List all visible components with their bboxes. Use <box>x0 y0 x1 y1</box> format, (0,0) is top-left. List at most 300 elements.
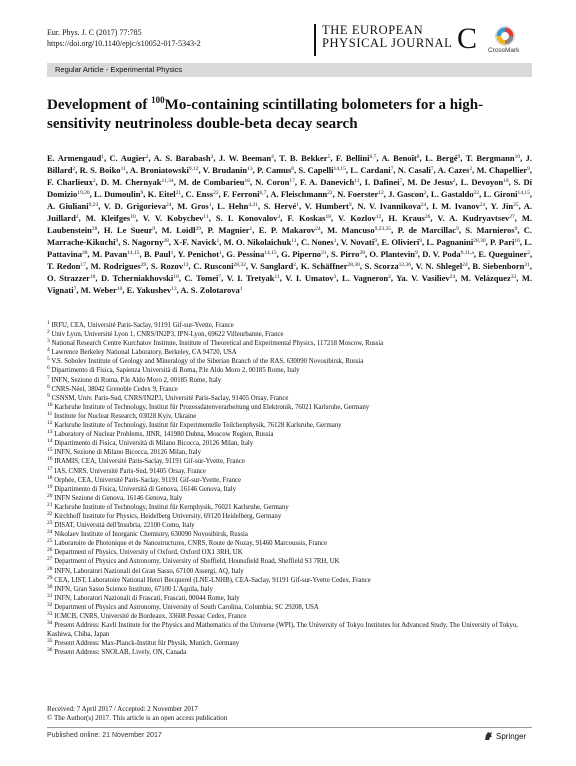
author-affiliation-ref: 14,15 <box>333 166 346 172</box>
author-name: L. Cardani <box>350 165 391 175</box>
affiliation-text: Lawrence Berkeley National Laboratory, Berkeley, CA 94720, USA <box>51 349 237 357</box>
author <box>300 177 360 187</box>
author-affiliation-ref: 9,23,35 <box>374 226 392 232</box>
author-affiliation-ref: 3 <box>210 154 214 160</box>
affiliation-item <box>47 648 532 657</box>
affiliation-number: 5 <box>47 356 50 363</box>
author-affiliation-ref: 26 <box>424 214 431 220</box>
author-name: V. I. Tretyak <box>226 273 275 283</box>
author-name: S. Rozov <box>150 261 184 271</box>
author <box>223 189 266 199</box>
author <box>350 165 393 175</box>
author <box>336 153 376 163</box>
author-affiliation-ref: 11 <box>291 238 297 244</box>
author <box>301 261 360 271</box>
author-name: A. Fleischmann <box>270 189 328 199</box>
author-affiliation-ref: 9 <box>152 226 156 232</box>
author <box>281 249 326 259</box>
author <box>47 201 98 211</box>
author <box>86 213 136 223</box>
author-name: S. Hervé <box>263 201 297 211</box>
affiliation-number: 27 <box>47 556 53 563</box>
author <box>407 177 455 187</box>
author <box>110 153 149 163</box>
author-name: A. S. Zolotarova <box>180 285 240 295</box>
affiliation-number: 20 <box>47 492 53 499</box>
affiliation-number: 10 <box>47 401 53 408</box>
author-affiliation-ref: 10 <box>130 214 136 220</box>
author-name: V. Sanglard <box>250 261 294 271</box>
author <box>338 213 381 223</box>
author-name: P. Camus <box>256 165 292 175</box>
affiliation-item <box>47 339 532 348</box>
author-name: V. A. Kudryavtsev <box>437 213 510 223</box>
journal-name-line1: THE EUROPEAN <box>322 23 424 37</box>
author <box>472 261 529 271</box>
author-affiliation-ref: 16 <box>244 178 250 184</box>
author-name: M. Kleifges <box>85 213 131 223</box>
author-name: S. I. Konovalov <box>215 213 278 223</box>
copyright: © The Author(s) 2017. This article is an open access publication <box>47 714 228 722</box>
author-affiliation-ref: 2 <box>452 178 456 184</box>
author-affiliation-ref: 22 <box>327 190 333 196</box>
author <box>184 273 221 283</box>
author-affiliation-ref: 8 <box>291 166 295 172</box>
author <box>327 225 391 235</box>
affiliation-number: 19 <box>47 483 53 490</box>
author-name: D. Tcherniakhovski <box>101 273 174 283</box>
affiliation-text: Karlsruhe Institute of Technology, Institut für Experimentelle Teilchenphysik, 76128 Karlsruhe, Germany <box>54 422 342 430</box>
author <box>438 165 473 175</box>
author-affiliation-ref: 2 <box>527 250 530 256</box>
title-part2: Mo-containing scintillating bolometers for a high-sensitivity neutrinoless double-beta decay search <box>47 97 484 132</box>
author <box>173 237 219 247</box>
author-name: C. Nones <box>301 237 334 247</box>
affiliation-item <box>47 512 532 521</box>
author-affiliation-ref: 21 <box>524 262 530 268</box>
affiliation-item <box>47 457 532 466</box>
author <box>369 249 417 259</box>
affiliation-text: Department of Physics, University of Oxford, Oxford OX1 3RH, UK <box>54 549 243 557</box>
author-affiliation-ref: 1 <box>101 154 104 160</box>
author-name: F. Koskas <box>287 213 326 223</box>
author <box>425 153 460 163</box>
author-affiliation-ref: 11,34 <box>161 178 174 184</box>
affiliation-number: 24 <box>47 529 53 536</box>
affiliation-text: IRAMIS, CEA, Université Paris-Saclay, 91191 Gif-sur-Yvette, France <box>54 458 245 466</box>
author-affiliation-ref: 14,15 <box>517 190 530 196</box>
author <box>381 153 419 163</box>
author-affiliation-ref: 31 <box>321 250 327 256</box>
author <box>342 273 391 283</box>
author <box>226 249 276 259</box>
affiliation-text: Present Address: Kavli Institute for the Physics and Mathematics of the Universe (WPI), The University of Tokyo Institutes for Advanced Study, The University of Tokyo, Kashiwa, Chiba, Japan <box>47 622 519 639</box>
author-name: O. Plantevin <box>369 249 415 259</box>
author <box>337 189 384 199</box>
affiliation-item <box>47 385 532 394</box>
author <box>426 237 485 247</box>
author-affiliation-ref: 9 <box>514 226 518 232</box>
author-affiliation-ref: 9,12 <box>188 166 199 172</box>
author-affiliation-ref: 12 <box>378 190 384 196</box>
affiliation-list <box>47 321 532 657</box>
author-affiliation-ref: 17 <box>80 262 86 268</box>
author <box>437 213 514 223</box>
author-name: L. Dumoulin <box>94 189 141 199</box>
author-name: V. Brudanin <box>202 165 248 175</box>
author-name: M. de Combarieu <box>178 177 245 187</box>
author-name: F. Ferroni <box>223 189 260 199</box>
affiliation-number: 3 <box>47 338 50 345</box>
affiliation-number: 11 <box>47 410 53 417</box>
springer-horse-icon <box>484 731 493 741</box>
author <box>186 189 219 199</box>
author <box>162 225 201 235</box>
author-affiliation-ref: 3 <box>277 214 281 220</box>
affiliation-text: Karlsruhe Institute of Technology, Institut für Kernphysik, 76021 Karlsruhe, Germany <box>54 503 289 511</box>
affiliation-item <box>47 603 532 612</box>
author-affiliation-ref: 2 <box>423 190 427 196</box>
affiliation-number: 34 <box>47 620 53 627</box>
author-affiliation-ref: 1 <box>249 226 253 232</box>
author-affiliation-ref: 33 <box>510 274 517 280</box>
affiliation-item <box>47 585 532 594</box>
author-name: N. Coron <box>255 177 290 187</box>
affiliation-text: Dipartimento di Fisica, Sapienza Università di Roma, P.le Aldo Moro 2, 00185 Rome, Italy <box>51 367 300 375</box>
affiliation-text: IRFU, CEA, Université Paris-Saclay, 91191 Gif-sur-Yvette, France <box>51 322 234 329</box>
author-name: E. Queguiner <box>478 249 528 259</box>
author-name: A. Broniatowski <box>129 165 189 175</box>
affiliation-item <box>47 621 532 639</box>
author <box>301 237 336 247</box>
affiliation-text: Institute for Nuclear Research, 03028 Kyiv, Ukraine <box>54 412 197 420</box>
author-affiliation-ref: 13 <box>247 166 253 172</box>
affiliation-text: IAS, CNRS, Université Paris-Sud, 91405 Orsay, France <box>54 467 206 475</box>
author-name: L. Bergé <box>425 153 458 163</box>
author-name: T. Redon <box>47 261 81 271</box>
author <box>257 165 294 175</box>
author <box>217 201 258 211</box>
affiliation-text: Dipartimento di Fisica, Università di Genova, 16146 Genova, Italy <box>54 485 236 493</box>
author-affiliation-ref: 9,11,a <box>460 250 474 256</box>
author-affiliation-ref: 11 <box>203 214 209 220</box>
received-accepted: Received: 7 April 2017 / Accepted: 2 November 2017 <box>47 705 198 713</box>
author-name: A. Benoît <box>381 153 417 163</box>
affiliation-number: 26 <box>47 547 53 554</box>
author <box>193 261 246 271</box>
author-affiliation-ref: 2 <box>293 262 296 268</box>
author-affiliation-ref: 2 <box>469 166 473 172</box>
author-name: M. Chapellier <box>476 165 528 175</box>
author <box>123 237 169 247</box>
affiliation-text: INFN, Laboratori Nazionali del Gran Sasso, 67100 Assergi, AQ, Italy <box>54 567 244 575</box>
author <box>143 213 209 223</box>
author <box>287 213 331 223</box>
author <box>177 201 211 211</box>
doi-link[interactable]: https://doi.org/10.1140/epjc/s10052-017-5343-2 <box>47 39 201 48</box>
author-name: I. Dafinei <box>364 177 400 187</box>
affiliation-item <box>47 448 532 457</box>
author-name: T. B. Bekker <box>279 153 328 163</box>
author-affiliation-ref: 13 <box>183 262 189 268</box>
affiliation-text: Present Address: Max-Planck-Institut für Physik, Munich, Germany <box>54 640 240 648</box>
author-affiliation-ref: 25 <box>513 202 519 208</box>
author <box>180 285 242 295</box>
affiliation-item <box>47 494 532 503</box>
author-name: I. M. Ivanov <box>432 201 480 211</box>
affiliation-number: 23 <box>47 520 53 527</box>
author-affiliation-ref: 7 <box>430 166 434 172</box>
author-affiliation-ref: 9 <box>419 238 422 244</box>
author <box>216 213 280 223</box>
author <box>101 273 179 283</box>
author <box>144 249 173 259</box>
author <box>398 165 434 175</box>
author-affiliation-ref: 22 <box>213 190 219 196</box>
author <box>305 201 352 211</box>
affiliation-item <box>47 476 532 485</box>
author <box>259 225 321 235</box>
author-affiliation-ref: 2 <box>92 178 96 184</box>
affiliation-number: 2 <box>47 329 50 336</box>
affiliation-item <box>47 467 532 476</box>
journal-letter: C <box>457 22 478 55</box>
author <box>224 237 297 247</box>
author-affiliation-ref: 2 <box>388 274 391 280</box>
affiliation-text: Univ Lyon, Université Lyon 1, CNRS/IN2P3, IPN-Lyon, 69622 Villeurbanne, France <box>51 331 284 339</box>
author-name: C. Marrache-Kikuchi <box>47 225 533 247</box>
author-name: Y. Penichot <box>177 249 220 259</box>
author <box>151 261 189 271</box>
author-name: V. Humbert <box>304 201 349 211</box>
author <box>47 261 86 271</box>
crossmark-label: CrossMark <box>488 47 520 54</box>
author-name: J. W. Beeman <box>218 153 272 163</box>
author-name: L. Pagnanini <box>426 237 474 247</box>
affiliation-text: Laboratoire de Photonique et de Nanostructures, CNRS, Route de Nozay, 91460 Marcoussis, France <box>54 540 328 548</box>
affiliation-text: DISAT, Università dell'Insubria, 22100 Como, Italy <box>54 522 195 530</box>
author-affiliation-ref: 10 <box>173 274 179 280</box>
affiliation-number: 15 <box>47 447 53 454</box>
author <box>255 177 295 187</box>
affiliation-number: 32 <box>47 601 53 608</box>
affiliation-text: INFN, Sezione di Milano Bicocca, 20126 Milan, Italy <box>54 449 202 457</box>
journal-logo <box>314 24 480 56</box>
footer-divider <box>47 727 532 728</box>
author-name: G. Piperno <box>281 249 322 259</box>
author <box>250 261 296 271</box>
affiliation-text: National Research Centre Kurchatov Institute, Institute of Theoretical and Experimental Physics, 117218 Moscow, Russia <box>51 340 384 348</box>
author-name: M. Laubenstein <box>47 213 533 235</box>
publisher-name: Springer <box>496 731 527 741</box>
affiliation-item <box>47 485 532 494</box>
author-affiliation-ref: 7 <box>73 286 77 292</box>
affiliation-number: 17 <box>47 465 53 472</box>
author-name: M. Mancuso <box>327 225 375 235</box>
author <box>127 285 177 295</box>
author-affiliation-ref: 7 <box>218 274 222 280</box>
author-affiliation-ref: 9 <box>414 250 418 256</box>
author-name: S. Pirro <box>331 249 360 259</box>
affiliation-text: ICMCB, CNRS, Université de Bordeaux, 33608 Pessac Cedex, France <box>54 613 247 620</box>
author <box>357 201 426 211</box>
affiliation-number: 31 <box>47 592 53 599</box>
author-affiliation-ref: 8 <box>416 154 420 160</box>
affiliation-item <box>47 376 532 385</box>
author <box>270 189 332 199</box>
dates-block <box>47 705 227 723</box>
affiliation-item <box>47 403 532 412</box>
author-affiliation-ref: 16 <box>514 238 520 244</box>
affiliation-number: 35 <box>47 638 53 645</box>
affiliation-item <box>47 412 532 421</box>
author-affiliation-ref: 11 <box>274 274 280 280</box>
author-affiliation-ref: 10 <box>116 286 123 292</box>
author-name: S. Marnieros <box>465 225 515 235</box>
author-name: L. Gastaldo <box>430 189 474 199</box>
author-affiliation-ref: 2 <box>75 214 79 220</box>
author-affiliation-ref: 24 <box>315 226 321 232</box>
affiliation-number: 16 <box>47 456 53 463</box>
author-affiliation-ref: 28,32 <box>233 262 246 268</box>
author-name: E. Yakushev <box>126 285 172 295</box>
author-affiliation-ref: 13 <box>171 286 177 292</box>
author-affiliation-ref: 14,15 <box>264 250 277 256</box>
author <box>227 273 280 283</box>
author-affiliation-ref: 1 <box>333 238 337 244</box>
author-name: E. Armengaud <box>47 153 102 163</box>
author-name: O. Strazzer <box>47 273 90 283</box>
author-affiliation-ref: 21 <box>175 190 182 196</box>
affiliation-item <box>47 503 532 512</box>
author-name: C. Tomei <box>184 273 219 283</box>
author-name: A. Cazes <box>437 165 470 175</box>
affiliation-number: 12 <box>47 420 53 427</box>
author-name: L. Vagneron <box>342 273 389 283</box>
author-name: R. S. Boiko <box>79 165 121 175</box>
author-affiliation-ref: 6,7 <box>369 154 377 160</box>
affiliation-number: 1 <box>47 320 50 326</box>
author-affiliation-ref: 2 <box>72 166 76 172</box>
author-name: P. de Marcillac <box>397 225 457 235</box>
author-name: E. P. Makarov <box>258 225 316 235</box>
author <box>47 153 104 163</box>
author-affiliation-ref: 22 <box>473 190 480 196</box>
author-affiliation-ref: 2 <box>145 154 149 160</box>
affiliation-text: Orphée, CEA, Université Paris-Saclay, 91191 Gif-sur-Yvette, France <box>54 476 242 484</box>
author-affiliation-ref: 1 <box>216 238 220 244</box>
author-name: D. M. Chernyak <box>100 177 162 187</box>
author-affiliation-ref: 12 <box>375 214 382 220</box>
author-name: M. Loidl <box>161 225 196 235</box>
author-affiliation-ref: 5 <box>327 154 331 160</box>
author <box>365 177 403 187</box>
author-affiliation-ref: 28 <box>163 238 169 244</box>
author-affiliation-ref: 9 <box>457 154 461 160</box>
author-name: D. V. Poda <box>422 249 461 259</box>
author-name: C. Rusconi <box>193 261 234 271</box>
author <box>219 153 274 163</box>
author <box>381 237 422 247</box>
author <box>416 261 468 271</box>
affiliation-number: 18 <box>47 474 53 481</box>
affiliation-text: V.S. Sobolev Institute of Geology and Mineralogy of the Siberian Branch of the RAS, 630090 Novosibirsk, Russia <box>51 358 364 366</box>
author-name: B. Paul <box>143 249 171 259</box>
author-affiliation-ref: 3 <box>333 274 337 280</box>
author-affiliation-ref: 9 <box>527 166 530 172</box>
author-affiliation-ref: 28,30 <box>473 238 486 244</box>
author-name: V. Novati <box>340 237 375 247</box>
crossmark-badge[interactable] <box>488 26 548 54</box>
affiliation-number: 33 <box>47 611 53 617</box>
author-name: F. Bellini <box>335 153 370 163</box>
author-name: V. N. Shlegel <box>415 261 463 271</box>
author <box>207 225 252 235</box>
author-affiliation-ref: 4,21 <box>248 202 258 208</box>
author <box>477 165 530 175</box>
affiliation-number: 13 <box>47 429 53 436</box>
journal-name-line2: PHYSICAL JOURNAL <box>322 36 453 50</box>
affiliation-number: 21 <box>47 501 53 508</box>
author-affiliation-ref: 12,36 <box>398 262 411 268</box>
author-affiliation-ref: 24 <box>449 274 456 280</box>
author <box>91 261 147 271</box>
author <box>388 213 430 223</box>
author-affiliation-ref: 1 <box>219 250 222 256</box>
affiliation-item <box>47 576 532 585</box>
author <box>461 273 517 283</box>
author <box>285 273 336 283</box>
affiliation-item <box>47 348 532 357</box>
author-affiliation-ref: 11 <box>354 178 360 184</box>
author-affiliation-ref: 27 <box>509 214 515 220</box>
author-affiliation-ref: 17 <box>289 178 295 184</box>
affiliation-item <box>47 357 532 366</box>
affiliation-text: INFN, Gran Sasso Science Institute, 67100 L'Aquila, Italy <box>54 585 213 593</box>
author-name: C. Augier <box>109 153 146 163</box>
author-affiliation-ref: 9 <box>140 190 144 196</box>
published-online: Published online: 21 November 2017 <box>47 732 162 739</box>
author <box>130 165 199 175</box>
affiliation-item <box>47 548 532 557</box>
affiliation-text: Department of Physics and Astronomy, University of Sheffield, Hounsfield Road, Sheffield S3 7RH, UK <box>54 558 340 566</box>
affiliation-number: 6 <box>47 365 50 372</box>
author-name: E. Olivieri <box>381 237 420 247</box>
author-name: S. Scorza <box>364 261 399 271</box>
author-affiliation-ref: 28 <box>91 226 98 232</box>
author-affiliation-ref: 9 <box>348 202 352 208</box>
article-category: Regular Article - Experimental Physics <box>47 63 532 77</box>
author-name: B. Siebenborn <box>472 261 525 271</box>
author-name: N. V. Ivannikova <box>357 201 421 211</box>
affiliation-text: Kirchhoff Institute for Physics, Heidelberg University, 69120 Heidelberg, Germany <box>54 512 282 520</box>
author-affiliation-ref: 9 <box>115 238 119 244</box>
affiliation-item <box>47 430 532 439</box>
author-affiliation-ref: 24 <box>462 262 468 268</box>
author-name: X-F. Navick <box>173 237 217 247</box>
author <box>154 153 214 163</box>
author-name: P. Pari <box>489 237 515 247</box>
author-affiliation-ref: 7 <box>399 178 403 184</box>
author-name: L. Devoyon <box>460 177 504 187</box>
affiliation-number: 29 <box>47 574 53 581</box>
author <box>179 177 250 187</box>
author-name: Ya. V. Vasiliev <box>396 273 450 283</box>
title-part1: Development of <box>47 97 152 113</box>
author-affiliation-ref: 9 <box>456 226 459 232</box>
author-affiliation-ref: 9 <box>374 238 377 244</box>
affiliation-text: INFN, Laboratori Nazionali di Frascati, Frascati, 00044 Rome, Italy <box>54 594 240 602</box>
